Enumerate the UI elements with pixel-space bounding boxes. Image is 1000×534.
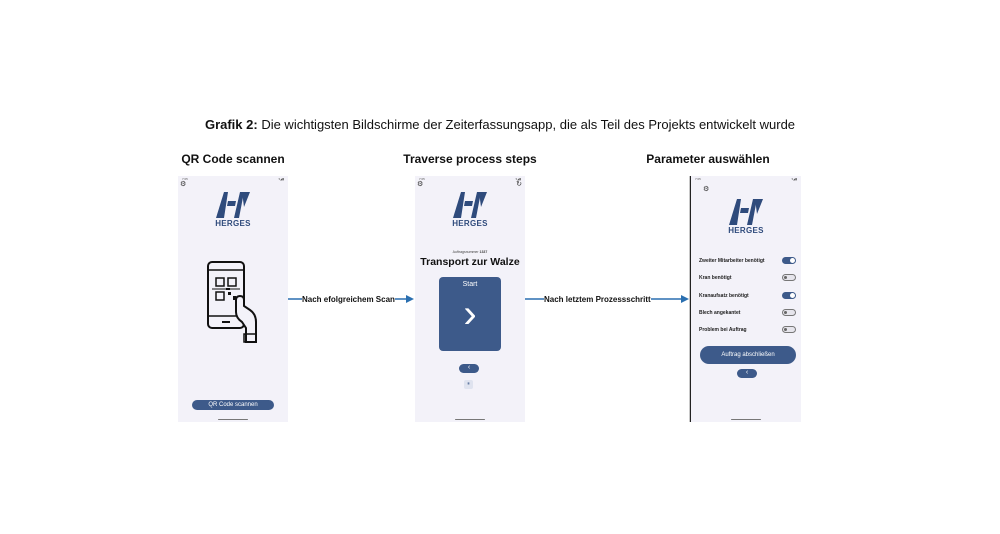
status-bar (691, 176, 801, 184)
phone-qr-scan-icon (206, 260, 258, 344)
arrow-label-scan: Nach efolgreichem Scan (302, 295, 395, 304)
toggle-knob (784, 328, 787, 331)
status-time: 7:05 (695, 177, 701, 181)
chevron-left-icon: ‹ (745, 369, 749, 376)
start-step-button[interactable] (439, 277, 501, 351)
back-button[interactable] (459, 364, 479, 373)
brand-name: HERGES (452, 219, 488, 228)
param-label-zweiter-mitarbeiter: Zweiter Mitarbeiter benötigt (699, 258, 765, 264)
toggle-zweiter-mitarbeiter[interactable] (782, 257, 796, 264)
caption-text: Die wichtigsten Bildschirme der Zeiterfassungsapp, die als Teil des Projekts entwickelt wurde (257, 117, 796, 132)
herges-logo (691, 196, 801, 235)
toggle-blech[interactable] (782, 309, 796, 316)
status-icons: ▾◢▮ (278, 177, 284, 181)
home-indicator (455, 419, 485, 421)
chevron-left-icon: ‹ (467, 364, 471, 371)
phone-screen-process (415, 176, 525, 422)
toggle-kranaufsatz[interactable] (782, 292, 796, 299)
order-number: 1337 (479, 250, 488, 254)
gear-icon[interactable]: ⚙ (180, 181, 187, 188)
pause-button[interactable] (464, 380, 473, 389)
toggle-knob (790, 293, 795, 298)
home-indicator (218, 419, 248, 421)
pause-icon: ⏸ (467, 381, 470, 387)
param-label-blech: Blech angekantet (699, 310, 741, 316)
herges-logo-mark (451, 189, 489, 219)
caption-prefix: Grafik 2: (204, 117, 258, 132)
screen-title-parameter: Parameter auswählen (646, 152, 770, 166)
param-label-problem: Problem bei Auftrag (699, 327, 747, 333)
phone-screen-qr (178, 176, 288, 422)
finish-order-button[interactable]: Auftrag abschließen (700, 346, 796, 364)
refresh-icon[interactable]: ↻ (516, 181, 522, 188)
toggle-problem[interactable] (782, 326, 796, 333)
arrow-label-last-step: Nach letztem Prozessschritt (544, 295, 651, 304)
status-time: 7:05 (419, 177, 425, 181)
herges-logo (178, 189, 288, 228)
back-button[interactable] (737, 369, 757, 378)
screen-title-qr: QR Code scannen (181, 152, 285, 166)
step-title: Transport zur Walze (420, 256, 520, 268)
toggle-kran[interactable] (782, 274, 796, 281)
scan-qr-button[interactable]: QR Code scannen (192, 400, 274, 410)
param-label-kranaufsatz: Kranaufsatz benötigt (699, 293, 749, 299)
order-label: Auftragsnummer (452, 250, 479, 254)
chevron-right-icon: › (463, 292, 477, 336)
gear-icon[interactable]: ⚙ (417, 181, 424, 188)
start-label: Start (462, 281, 478, 288)
toggle-knob (790, 258, 795, 263)
brand-name: HERGES (728, 226, 764, 235)
status-bar (415, 176, 525, 184)
param-label-kran: Kran benötigt (699, 275, 732, 281)
gear-icon[interactable]: ⚙ (703, 186, 710, 193)
status-time: 7:05 (182, 177, 188, 181)
toggle-knob (784, 311, 787, 314)
herges-logo-mark (727, 196, 765, 226)
herges-logo-mark (214, 189, 252, 219)
status-bar (178, 176, 288, 184)
status-icons: ▾◢▮ (791, 177, 797, 181)
herges-logo (415, 189, 525, 228)
screen-title-process: Traverse process steps (403, 152, 537, 166)
toggle-knob (784, 276, 787, 279)
status-icons: ▾◢▮ (515, 177, 521, 181)
home-indicator (731, 419, 761, 421)
order-info (415, 250, 525, 254)
phone-screen-parameter (691, 176, 801, 422)
brand-name: HERGES (215, 219, 251, 228)
